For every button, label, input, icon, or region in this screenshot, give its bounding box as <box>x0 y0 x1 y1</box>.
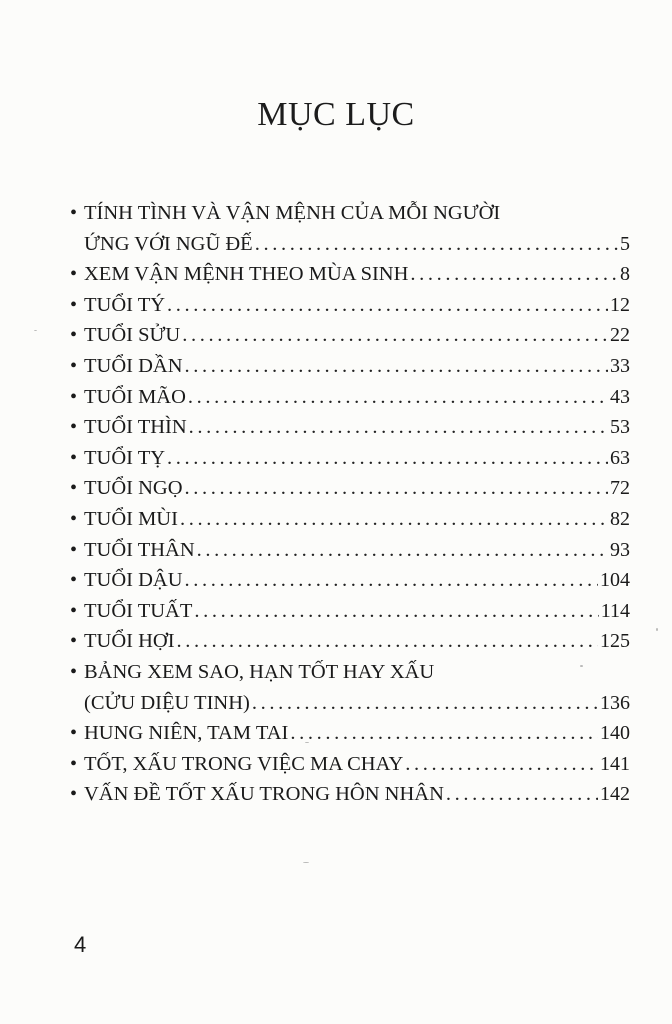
toc-entry-title-continued: (CỬU DIỆU TINH) <box>84 691 250 714</box>
dot-leader <box>194 596 598 627</box>
dot-leader <box>167 290 608 321</box>
bullet-icon: • <box>70 263 78 286</box>
toc-entry[interactable] <box>70 657 630 718</box>
page-title: MỤC LỤC <box>257 96 415 133</box>
toc-entry-title: TÍNH TÌNH VÀ VẬN MỆNH CỦA MỖI NGƯỜI <box>84 202 501 224</box>
bullet-icon: • <box>70 446 78 469</box>
bullet-icon: • <box>70 630 78 653</box>
toc-page-number: 93 <box>610 538 630 561</box>
toc-entry-title: TUỔI TÝ <box>84 293 166 316</box>
bullet-icon: • <box>70 385 78 408</box>
page-number: 4 <box>74 932 87 957</box>
toc-entry-title-continued: ỨNG VỚI NGŨ ĐẾ <box>84 232 253 255</box>
toc-entry[interactable] <box>70 351 630 382</box>
dot-leader <box>167 443 608 474</box>
bullet-icon: • <box>70 324 78 347</box>
scan-speck <box>34 330 37 331</box>
bullet-icon: • <box>70 752 78 775</box>
toc-page-number: 141 <box>600 752 630 775</box>
bullet-icon: • <box>70 202 78 224</box>
toc-entry-title: TUỔI MÙI <box>84 507 178 530</box>
toc-page-number: 63 <box>610 446 630 469</box>
bullet-icon: • <box>70 538 78 561</box>
toc-entry-title: TUỔI NGỌ <box>84 477 183 500</box>
toc-entry-title: TUỔI THÂN <box>84 538 195 561</box>
toc-entry[interactable] <box>70 504 630 535</box>
toc-page-number: 125 <box>600 630 630 653</box>
bullet-icon: • <box>70 416 78 439</box>
toc-page-number: 43 <box>610 385 630 408</box>
toc-entry[interactable] <box>70 749 630 780</box>
toc-page-number: 72 <box>610 477 630 500</box>
dot-leader <box>188 382 608 413</box>
dot-leader <box>177 626 598 657</box>
toc-page-number: 8 <box>620 263 630 286</box>
toc-entry-title: XEM VẬN MỆNH THEO MÙA SINH <box>84 263 409 286</box>
bullet-icon: • <box>70 293 78 316</box>
toc-entry[interactable] <box>70 596 630 627</box>
toc-entry[interactable] <box>70 382 630 413</box>
toc-entry[interactable] <box>70 535 630 566</box>
toc-page-number: 114 <box>600 599 630 622</box>
toc-page-number: 5 <box>620 232 630 255</box>
toc-page-number: 142 <box>600 783 630 806</box>
toc-entry-title: TUỔI DẦN <box>84 354 183 377</box>
toc-entry-title: VẤN ĐỀ TỐT XẤU TRONG HÔN NHÂN <box>84 783 444 806</box>
toc-entry[interactable] <box>70 443 630 474</box>
toc-entry-title: TUỔI SỬU <box>84 324 181 347</box>
toc-entry[interactable] <box>70 412 630 443</box>
dot-leader <box>252 688 598 719</box>
bullet-icon: • <box>70 660 78 683</box>
toc-page-number: 53 <box>610 416 630 439</box>
toc-page-number: 104 <box>600 569 630 592</box>
dot-leader <box>446 779 598 810</box>
toc-entry-title: BẢNG XEM SAO, HẠN TỐT HAY XẤU <box>84 660 435 683</box>
toc-entry[interactable] <box>70 779 630 810</box>
dot-leader <box>405 749 598 780</box>
dot-leader <box>182 320 608 351</box>
toc-entry[interactable] <box>70 290 630 321</box>
toc-entry-title: TUỔI MÃO <box>84 385 186 408</box>
toc-entry-title: HUNG NIÊN, TAM TAI <box>84 722 289 745</box>
toc-entry[interactable] <box>70 565 630 596</box>
toc-entry[interactable] <box>70 473 630 504</box>
bullet-icon: • <box>70 599 78 622</box>
toc-entry-title: TUỔI HỢI <box>84 630 175 653</box>
toc-entry-title: TUỔI TỴ <box>84 446 166 469</box>
dot-leader <box>180 504 608 535</box>
toc-page-number: 33 <box>610 354 630 377</box>
toc-page-number: 140 <box>600 722 630 745</box>
toc-page-number: 22 <box>610 324 630 347</box>
toc-entry[interactable] <box>70 626 630 657</box>
scan-speck <box>580 665 583 667</box>
toc-entry-title: TUỔI TUẤT <box>84 599 193 622</box>
dot-leader <box>255 229 618 260</box>
scan-speck <box>303 862 309 863</box>
bullet-icon: • <box>70 722 78 745</box>
toc-entry[interactable] <box>70 259 630 290</box>
toc-page-number: 82 <box>610 507 630 530</box>
table-of-contents <box>70 198 630 810</box>
dot-leader <box>410 259 618 290</box>
toc-entry[interactable] <box>70 198 630 259</box>
dot-leader <box>185 565 599 596</box>
dot-leader <box>290 718 598 749</box>
toc-entry-title: TUỔI DẬU <box>84 569 183 592</box>
dot-leader <box>197 535 608 566</box>
bullet-icon: • <box>70 507 78 530</box>
toc-page-number: 12 <box>610 293 630 316</box>
scan-speck <box>305 742 309 743</box>
toc-entry-title: TỐT, XẤU TRONG VIỆC MA CHAY <box>84 752 404 775</box>
dot-leader <box>185 473 609 504</box>
dot-leader <box>185 351 609 382</box>
bullet-icon: • <box>70 477 78 500</box>
scan-speck <box>656 628 658 631</box>
dot-leader <box>189 412 608 443</box>
bullet-icon: • <box>70 354 78 377</box>
bullet-icon: • <box>70 569 78 592</box>
toc-entry[interactable] <box>70 718 630 749</box>
bullet-icon: • <box>70 783 78 806</box>
toc-entry[interactable] <box>70 320 630 351</box>
toc-entry-title: TUỔI THÌN <box>84 416 187 439</box>
toc-page-number: 136 <box>600 691 630 714</box>
